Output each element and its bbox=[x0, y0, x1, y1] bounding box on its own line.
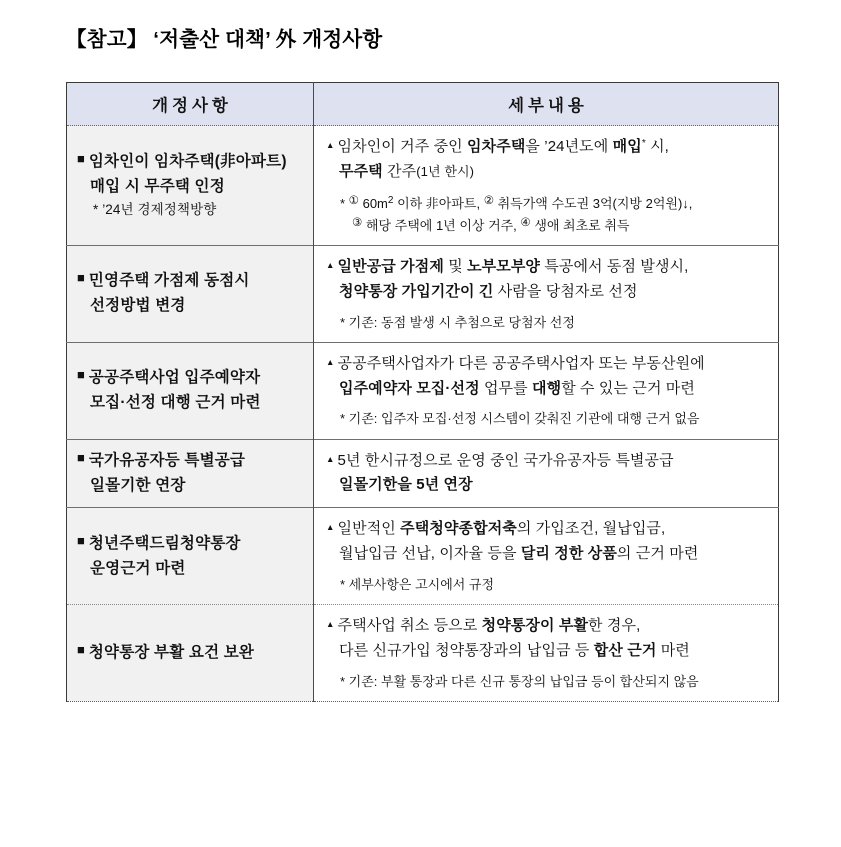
column-header-details: 세부내용 bbox=[314, 83, 779, 126]
spacer bbox=[326, 305, 770, 312]
detail-line: ▲ 일반적인 주택청약종합저축의 가입조건, 월납입금, bbox=[326, 520, 666, 538]
revision-item-line bbox=[77, 267, 305, 293]
revision-item-cell bbox=[67, 605, 314, 702]
square-bullet-icon: ■ bbox=[77, 367, 85, 382]
detail-note: * ① $60m^2$ 이하 非아파트, ② 취득가액 수도권 3억(지방 2억원)↓, bbox=[340, 194, 693, 211]
detail-line: 입주예약자 모집·선정 업무를 대행할 수 있는 근거 마련 bbox=[339, 379, 695, 397]
triangle-bullet-icon: ▲ bbox=[326, 140, 335, 150]
revision-item-text: 청년주택드림청약통장 bbox=[88, 534, 241, 552]
revisions-table-container bbox=[66, 82, 778, 702]
detail-line: ▲ 주택사업 취소 등으로 청약통장이 부활한 경우, bbox=[326, 617, 641, 635]
revision-item-text: 모집·선정 대행 근거 마련 bbox=[90, 394, 261, 412]
triangle-bullet-icon: ▲ bbox=[326, 522, 335, 533]
table-row bbox=[67, 508, 779, 605]
revision-item-line bbox=[77, 556, 305, 581]
revision-item-cell bbox=[67, 439, 314, 508]
revision-item-line bbox=[77, 390, 305, 415]
revision-details-cell bbox=[314, 508, 779, 605]
square-bullet-icon: ■ bbox=[77, 532, 85, 548]
detail-note: ③ 해당 주택에 1년 이상 거주, ④ 생애 최초로 취득 bbox=[352, 216, 630, 233]
revision-item-line bbox=[77, 530, 305, 556]
detail-line: 다른 신규가입 청약통장과의 납입금 등 합산 근거 마련 bbox=[339, 642, 690, 660]
table-row bbox=[67, 245, 779, 342]
square-bullet-icon: ■ bbox=[77, 270, 85, 286]
detail-line: ▲ 일반공급 가점제 및 노부모부양 특공에서 동점 발생시, bbox=[326, 257, 689, 275]
table-row bbox=[67, 126, 779, 246]
revision-item-text: 민영주택 가점제 동점시 bbox=[88, 272, 250, 290]
detail-line: 일몰기한을 5년 연장 bbox=[339, 476, 473, 494]
spacer bbox=[326, 567, 770, 574]
revisions-table bbox=[66, 82, 779, 702]
revision-item-text: 선정방법 변경 bbox=[90, 297, 186, 315]
square-bullet-icon: ■ bbox=[77, 151, 85, 167]
revision-item-line bbox=[77, 639, 305, 665]
revision-item-line bbox=[77, 148, 305, 174]
revision-details-cell bbox=[314, 439, 779, 508]
detail-line: ▲ 임차인이 거주 중인 임차주택을 ’24년도에 매입* 시, bbox=[326, 138, 669, 155]
detail-line: 청약통장 가입기간이 긴 사람을 당첨자로 선정 bbox=[339, 282, 638, 300]
revision-item-cell bbox=[67, 245, 314, 342]
detail-line: 월납입금 선납, 이자율 등을 달리 정한 상품의 근거 마련 bbox=[339, 545, 699, 563]
table-row bbox=[67, 605, 779, 702]
detail-note: * 기존: 입주자 모집·선정 시스템이 갖춰진 기관에 대행 근거 없음 bbox=[340, 411, 700, 427]
revision-item-line bbox=[77, 447, 305, 473]
table-row bbox=[67, 342, 779, 439]
triangle-bullet-icon: ▲ bbox=[326, 259, 335, 270]
revision-details-cell bbox=[314, 342, 779, 439]
revision-details-cell bbox=[314, 245, 779, 342]
detail-line: ▲ 5년 한시규정으로 운영 중인 국가유공자등 특별공급 bbox=[326, 451, 674, 469]
revision-item-cell bbox=[67, 126, 314, 246]
table-row bbox=[67, 439, 779, 508]
revision-details-cell bbox=[314, 605, 779, 702]
spacer bbox=[326, 185, 770, 192]
detail-line: ▲ 공공주택사업자가 다른 공공주택사업자 또는 부동산원에 bbox=[326, 354, 705, 372]
revision-item-cell bbox=[67, 342, 314, 439]
revision-item-text: 매입 시 무주택 인정 bbox=[90, 178, 225, 196]
table-header bbox=[67, 83, 779, 126]
revision-item-note: * ’24년 경제정책방향 bbox=[93, 202, 217, 218]
detail-note: * 세부사항은 고시에서 규정 bbox=[340, 577, 495, 593]
revision-item-text: 공공주택사업 입주예약자 bbox=[88, 369, 261, 386]
column-header-revision-item: 개정사항 bbox=[67, 83, 314, 126]
detail-note: * 기존: 부활 통장과 다른 신규 통장의 납입금 등이 합산되지 않음 bbox=[340, 673, 699, 689]
revision-item-line bbox=[77, 174, 305, 199]
page-title: 【참고】 ‘저출산 대책’ 外 개정사항 bbox=[66, 28, 383, 51]
table-header-row bbox=[67, 83, 779, 126]
revision-item-text: 청약통장 부활 요건 보완 bbox=[88, 644, 255, 661]
revision-details-cell bbox=[314, 126, 779, 246]
detail-line: 무주택 간주(1년 한시) bbox=[339, 162, 475, 180]
revision-item-line bbox=[77, 364, 305, 390]
table-body bbox=[67, 126, 779, 702]
revision-item-text: 임차인이 임차주택(非아파트) bbox=[88, 153, 287, 171]
revision-item-cell bbox=[67, 508, 314, 605]
revision-item-line bbox=[77, 293, 305, 318]
spacer bbox=[326, 664, 770, 671]
spacer bbox=[326, 401, 770, 408]
revision-item-text: 국가유공자등 특별공급 bbox=[88, 451, 246, 469]
triangle-bullet-icon: ▲ bbox=[326, 619, 335, 630]
revision-item-text: 운영근거 마련 bbox=[90, 559, 186, 577]
detail-note: * 기존: 동점 발생 시 추첨으로 당첨자 선정 bbox=[340, 314, 575, 330]
revision-item-line bbox=[77, 473, 305, 498]
square-bullet-icon: ■ bbox=[77, 642, 85, 657]
revision-item-text: 일몰기한 연장 bbox=[90, 476, 186, 494]
triangle-bullet-icon: ▲ bbox=[326, 453, 335, 464]
triangle-bullet-icon: ▲ bbox=[326, 356, 335, 367]
square-bullet-icon: ■ bbox=[77, 449, 85, 465]
